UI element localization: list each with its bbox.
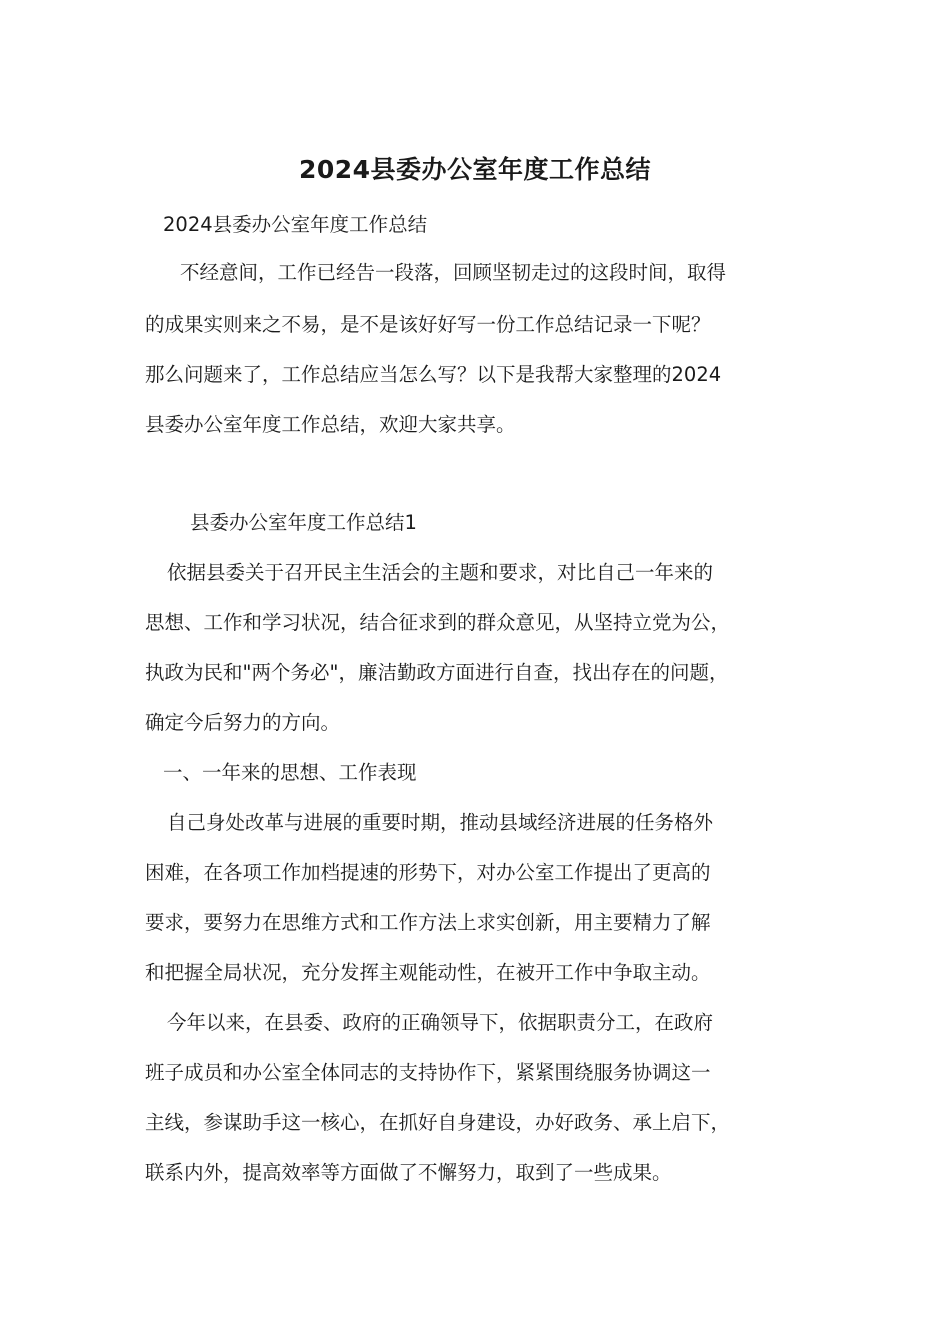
paragraph-line: 依据县委关于召开民主生活会的主题和要求，对比自己一年来的 [167, 561, 714, 584]
paragraph-line: 自己身处改革与进展的重要时期，推动县域经济进展的任务格外 [167, 811, 714, 834]
paragraph-line: 和把握全局状况，充分发挥主观能动性，在被开工作中争取主动。 [145, 961, 711, 984]
paragraph-line: 要求，要努力在思维方式和工作方法上求实创新，用主要精力了解 [145, 911, 711, 934]
paragraph-line: 的成果实则来之不易，是不是该好好写一份工作总结记录一下呢？ [145, 313, 711, 336]
paragraph-line: 执政为民和"两个务必"，廉洁勤政方面进行自查，找出存在的问题， [145, 661, 729, 684]
paragraph-line: 那么问题来了，工作总结应当怎么写？以下是我帮大家整理的2024 [145, 363, 722, 386]
document-subtitle: 2024县委办公室年度工作总结 [163, 213, 428, 236]
section-heading: 一、一年来的思想、工作表现 [163, 761, 417, 784]
paragraph-line: 困难，在各项工作加档提速的形势下，对办公室工作提出了更高的 [145, 861, 711, 884]
paragraph-line: 班子成员和办公室全体同志的支持协作下，紧紧围绕服务协调这一 [145, 1061, 711, 1084]
paragraph-line: 主线，参谋助手这一核心，在抓好自身建设，办好政务、承上启下， [145, 1111, 731, 1134]
paragraph-line: 确定今后努力的方向。 [145, 711, 341, 734]
section-heading: 县委办公室年度工作总结1 [190, 511, 417, 534]
paragraph-line: 不经意间，工作已经告一段落，回顾坚韧走过的这段时间，取得 [180, 261, 727, 284]
paragraph-line: 联系内外，提高效率等方面做了不懈努力，取到了一些成果。 [145, 1161, 672, 1184]
paragraph-line: 思想、工作和学习状况，结合征求到的群众意见，从坚持立党为公， [145, 611, 731, 634]
paragraph-line: 今年以来，在县委、政府的正确领导下，依据职责分工，在政府 [167, 1011, 714, 1034]
document-title: 2024县委办公室年度工作总结 [298, 155, 652, 184]
paragraph-line: 县委办公室年度工作总结，欢迎大家共享。 [145, 413, 516, 436]
